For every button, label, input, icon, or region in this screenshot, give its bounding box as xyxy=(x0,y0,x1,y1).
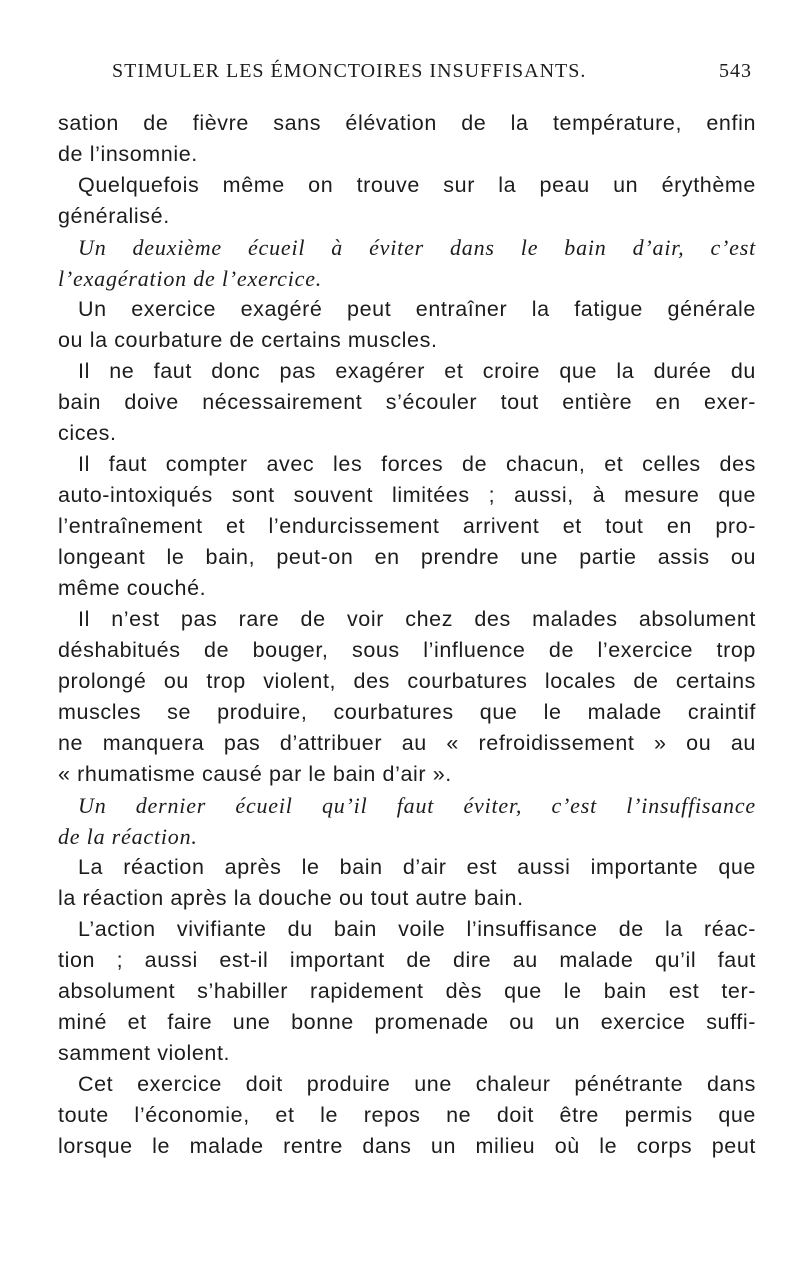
italic-text-line: l’exagération de l’exercice. xyxy=(58,266,323,291)
text-line: Il ne faut donc pas exagérer et croire que la durée du xyxy=(78,359,756,383)
text-line: « rhumatisme causé par le bain d’air ». xyxy=(58,762,452,786)
text-line: ne manquera pas d’attribuer au « refroidissement » ou au xyxy=(58,731,756,755)
text-line: déshabitués de bouger, sous l’influence de l’exercice trop xyxy=(58,638,756,662)
text-line: L’action vivifiante du bain voile l’insuffisance de la réac- xyxy=(78,917,756,941)
text-line: toute l’économie, et le repos ne doit être permis que xyxy=(58,1103,756,1127)
text-line: la réaction après la douche ou tout autre bain. xyxy=(58,886,524,910)
text-line: lorsque le malade rentre dans un milieu où le corps peut xyxy=(58,1134,756,1158)
text-line: muscles se produire, courbatures que le malade craintif xyxy=(58,700,756,724)
text-line: Il n’est pas rare de voir chez des malades absolument xyxy=(78,607,756,631)
italic-text-line: Un dernier écueil qu’il faut éviter, c’est l’insuffisance xyxy=(78,793,756,818)
text-line: absolument s’habiller rapidement dès que le bain est ter- xyxy=(58,979,756,1003)
text-line: même couché. xyxy=(58,576,207,600)
italic-text-line: Un deuxième écueil à éviter dans le bain d’air, c’est xyxy=(78,235,756,260)
text-line: ou la courbature de certains muscles. xyxy=(58,328,438,352)
text-line: Il faut compter avec les forces de chacun, et celles des xyxy=(78,452,756,476)
text-line: auto-intoxiqués sont souvent limitées ; aussi, à mesure que xyxy=(58,483,756,507)
text-line: Quelquefois même on trouve sur la peau un érythème xyxy=(78,173,756,197)
text-line: bain doive nécessairement s’écouler tout entière en exer- xyxy=(58,390,756,414)
text-line: miné et faire une bonne promenade ou un exercice suffi- xyxy=(58,1010,756,1034)
text-line: généralisé. xyxy=(58,204,170,228)
text-line: sation de fièvre sans élévation de la température, enfin xyxy=(58,111,756,135)
italic-text-line: de la réaction. xyxy=(58,824,198,849)
text-line: l’entraînement et l’endurcissement arrivent et tout en pro- xyxy=(58,514,756,538)
text-line: samment violent. xyxy=(58,1041,231,1065)
text-line: Un exercice exagéré peut entraîner la fatigue générale xyxy=(78,297,756,321)
text-line: Cet exercice doit produire une chaleur pénétrante dans xyxy=(78,1072,756,1096)
text-line: prolongé ou trop violent, des courbatures locales de certains xyxy=(58,669,756,693)
text-line: La réaction après le bain d’air est aussi importante que xyxy=(78,855,756,879)
body-text xyxy=(58,108,756,1162)
text-line: longeant le bain, peut-on en prendre une partie assis ou xyxy=(58,545,756,569)
text-line: de l’insomnie. xyxy=(58,142,198,166)
running-header xyxy=(112,60,752,90)
running-head-title: STIMULER LES ÉMONCTOIRES INSUFFISANTS. xyxy=(112,60,587,82)
text-line: cices. xyxy=(58,421,117,445)
page-number: 543 xyxy=(719,60,752,82)
text-line: tion ; aussi est-il important de dire au malade qu’il faut xyxy=(58,948,756,972)
